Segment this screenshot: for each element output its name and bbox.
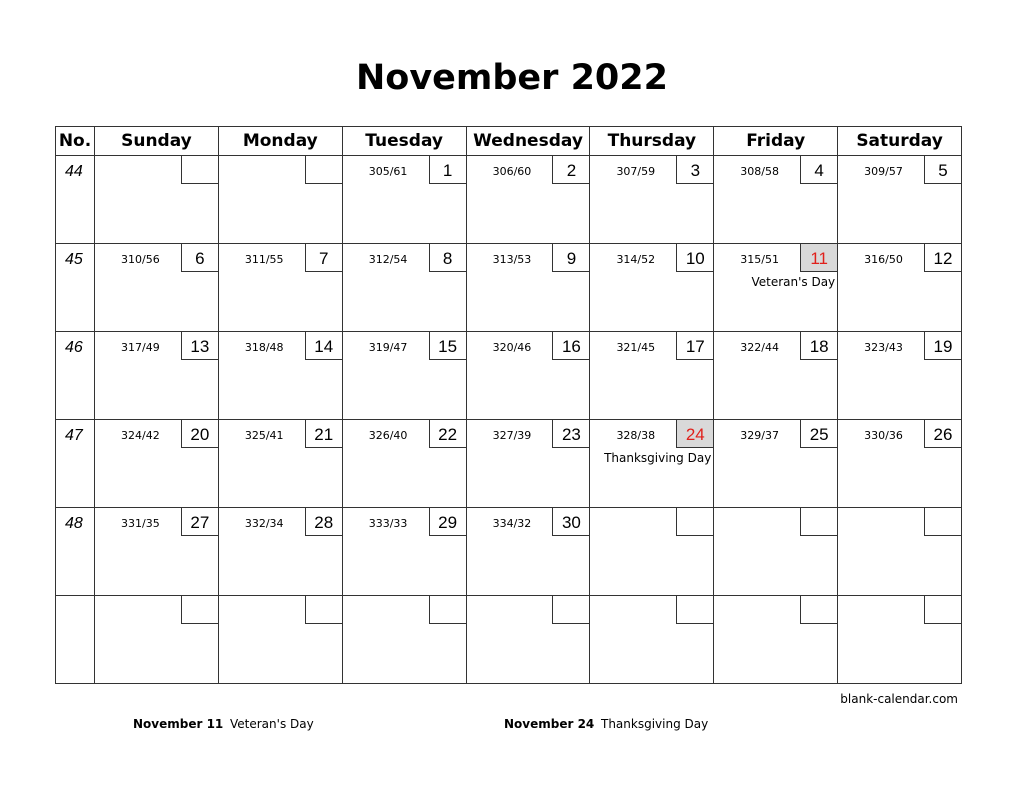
day-cell bbox=[342, 332, 466, 420]
date-number bbox=[676, 508, 713, 536]
date-number bbox=[181, 156, 218, 184]
day-cell bbox=[714, 332, 838, 420]
date-number: 25 bbox=[800, 420, 837, 448]
date-number: 29 bbox=[429, 508, 466, 536]
day-cell bbox=[590, 156, 714, 244]
holiday-label: Veteran's Day bbox=[751, 275, 836, 289]
day-cell bbox=[590, 508, 714, 596]
day-cell bbox=[714, 156, 838, 244]
date-number: 27 bbox=[181, 508, 218, 536]
date-number bbox=[800, 596, 837, 624]
holiday-name: Thanksgiving Day bbox=[601, 717, 709, 731]
day-of-year-label: 311/55 bbox=[244, 253, 284, 266]
week-number: 44 bbox=[65, 163, 83, 180]
date-number: 20 bbox=[181, 420, 218, 448]
day-of-year-label: 330/36 bbox=[864, 429, 903, 442]
day-cell bbox=[95, 508, 219, 596]
date-number: 3 bbox=[676, 156, 713, 184]
day-cell bbox=[218, 508, 342, 596]
day-of-year-label: 320/46 bbox=[492, 341, 532, 354]
holiday-date-number: 24 bbox=[676, 420, 713, 448]
week-number-cell bbox=[56, 596, 95, 684]
day-cell bbox=[466, 596, 590, 684]
day-of-year-label: 316/50 bbox=[864, 253, 903, 266]
day-of-year-label: 332/34 bbox=[244, 517, 284, 530]
day-header-sunday: Sunday bbox=[95, 127, 219, 156]
holiday-date: November 24 bbox=[504, 717, 595, 731]
day-cell bbox=[466, 332, 590, 420]
day-cell bbox=[714, 420, 838, 508]
week-number: 46 bbox=[65, 339, 83, 356]
day-of-year-label: 306/60 bbox=[492, 165, 532, 178]
day-cell bbox=[838, 244, 962, 332]
day-cell bbox=[714, 596, 838, 684]
week-row bbox=[56, 244, 962, 332]
calendar-title: November 2022 bbox=[355, 58, 668, 98]
date-number: 14 bbox=[305, 332, 342, 360]
day-of-year-label: 323/43 bbox=[864, 341, 903, 354]
day-cell bbox=[838, 596, 962, 684]
week-number: 48 bbox=[65, 515, 83, 532]
day-cell bbox=[342, 420, 466, 508]
holiday-date: November 11 bbox=[133, 717, 224, 731]
day-cell bbox=[342, 596, 466, 684]
day-header-thursday: Thursday bbox=[590, 127, 714, 156]
day-of-year-label: 310/56 bbox=[121, 253, 160, 266]
week-number: 47 bbox=[65, 427, 83, 444]
day-of-year-label: 305/61 bbox=[368, 165, 408, 178]
date-number: 22 bbox=[429, 420, 466, 448]
date-number: 19 bbox=[924, 332, 961, 360]
day-cell bbox=[218, 420, 342, 508]
day-of-year-label: 314/52 bbox=[616, 253, 656, 266]
day-of-year-label: 322/44 bbox=[740, 341, 779, 354]
date-number: 2 bbox=[552, 156, 589, 184]
day-cell bbox=[95, 156, 219, 244]
day-cell bbox=[714, 508, 838, 596]
week-number-cell bbox=[56, 244, 95, 332]
day-of-year-label: 321/45 bbox=[616, 341, 656, 354]
date-number: 1 bbox=[429, 156, 466, 184]
holiday-label: Thanksgiving Day bbox=[604, 451, 712, 465]
week-row bbox=[56, 332, 962, 420]
date-number: 21 bbox=[305, 420, 342, 448]
day-cell bbox=[466, 156, 590, 244]
week-number-header: No. bbox=[56, 127, 95, 156]
date-number: 30 bbox=[552, 508, 589, 536]
day-header-friday: Friday bbox=[714, 127, 838, 156]
date-number bbox=[676, 596, 713, 624]
week-number: 45 bbox=[65, 251, 83, 268]
holiday-name: Veteran's Day bbox=[230, 717, 314, 731]
day-cell bbox=[95, 244, 219, 332]
date-number: 5 bbox=[924, 156, 961, 184]
date-number: 13 bbox=[181, 332, 218, 360]
day-cell bbox=[95, 420, 219, 508]
day-cell bbox=[342, 244, 466, 332]
day-of-year-label: 317/49 bbox=[121, 341, 160, 354]
day-of-year-label: 309/57 bbox=[864, 165, 903, 178]
weekday-header-row bbox=[56, 127, 962, 156]
week-number-cell bbox=[56, 332, 95, 420]
date-number: 12 bbox=[924, 244, 961, 272]
date-number: 4 bbox=[800, 156, 837, 184]
date-number bbox=[429, 596, 466, 624]
day-of-year-label: 319/47 bbox=[368, 341, 408, 354]
holiday-list-name bbox=[601, 717, 708, 731]
holiday-date-number: 11 bbox=[800, 244, 837, 272]
holiday-list-date bbox=[504, 717, 594, 731]
day-cell bbox=[218, 596, 342, 684]
day-cell bbox=[466, 508, 590, 596]
week-number-cell bbox=[56, 156, 95, 244]
day-cell bbox=[342, 508, 466, 596]
date-number bbox=[305, 156, 342, 184]
day-header-wednesday: Wednesday bbox=[466, 127, 590, 156]
day-header-tuesday: Tuesday bbox=[342, 127, 466, 156]
day-cell bbox=[838, 156, 962, 244]
day-cell bbox=[590, 332, 714, 420]
day-of-year-label: 329/37 bbox=[740, 429, 779, 442]
day-cell bbox=[838, 508, 962, 596]
day-cell bbox=[714, 244, 838, 332]
date-number: 6 bbox=[181, 244, 218, 272]
week-row bbox=[56, 508, 962, 596]
calendar-grid bbox=[55, 126, 962, 684]
day-cell bbox=[95, 596, 219, 684]
date-number: 9 bbox=[552, 244, 589, 272]
date-number: 17 bbox=[676, 332, 713, 360]
date-number: 23 bbox=[552, 420, 589, 448]
day-of-year-label: 312/54 bbox=[368, 253, 408, 266]
day-cell bbox=[590, 420, 714, 508]
week-row bbox=[56, 596, 962, 684]
day-of-year-label: 331/35 bbox=[121, 517, 160, 530]
day-of-year-label: 328/38 bbox=[616, 429, 656, 442]
day-of-year-label: 324/42 bbox=[121, 429, 160, 442]
day-cell bbox=[342, 156, 466, 244]
day-header-monday: Monday bbox=[218, 127, 342, 156]
day-of-year-label: 308/58 bbox=[740, 165, 779, 178]
day-of-year-label: 318/48 bbox=[244, 341, 284, 354]
date-number: 7 bbox=[305, 244, 342, 272]
day-cell bbox=[95, 332, 219, 420]
day-cell bbox=[590, 596, 714, 684]
week-row bbox=[56, 420, 962, 508]
day-cell bbox=[218, 332, 342, 420]
date-number bbox=[800, 508, 837, 536]
day-cell bbox=[466, 420, 590, 508]
date-number: 16 bbox=[552, 332, 589, 360]
holiday-list-name bbox=[230, 717, 314, 731]
day-cell bbox=[218, 244, 342, 332]
day-of-year-label: 334/32 bbox=[492, 517, 532, 530]
date-number: 28 bbox=[305, 508, 342, 536]
day-of-year-label: 307/59 bbox=[616, 165, 656, 178]
day-cell bbox=[838, 420, 962, 508]
date-number bbox=[305, 596, 342, 624]
week-row bbox=[56, 156, 962, 244]
day-cell bbox=[838, 332, 962, 420]
day-of-year-label: 326/40 bbox=[368, 429, 408, 442]
date-number bbox=[181, 596, 218, 624]
day-cell bbox=[590, 244, 714, 332]
date-number: 18 bbox=[800, 332, 837, 360]
week-number-cell bbox=[56, 508, 95, 596]
day-of-year-label: 333/33 bbox=[368, 517, 408, 530]
holiday-list-date bbox=[133, 717, 223, 731]
day-of-year-label: 327/39 bbox=[492, 429, 532, 442]
date-number: 10 bbox=[676, 244, 713, 272]
week-number-cell bbox=[56, 420, 95, 508]
day-of-year-label: 325/41 bbox=[244, 429, 284, 442]
date-number bbox=[552, 596, 589, 624]
date-number: 15 bbox=[429, 332, 466, 360]
day-of-year-label: 315/51 bbox=[740, 253, 779, 266]
source-site: blank-calendar.com bbox=[840, 692, 958, 706]
day-header-saturday: Saturday bbox=[838, 127, 962, 156]
day-of-year-label: 313/53 bbox=[492, 253, 532, 266]
date-number: 26 bbox=[924, 420, 961, 448]
date-number: 8 bbox=[429, 244, 466, 272]
date-number bbox=[924, 508, 961, 536]
day-cell bbox=[218, 156, 342, 244]
day-cell bbox=[466, 244, 590, 332]
date-number bbox=[924, 596, 961, 624]
